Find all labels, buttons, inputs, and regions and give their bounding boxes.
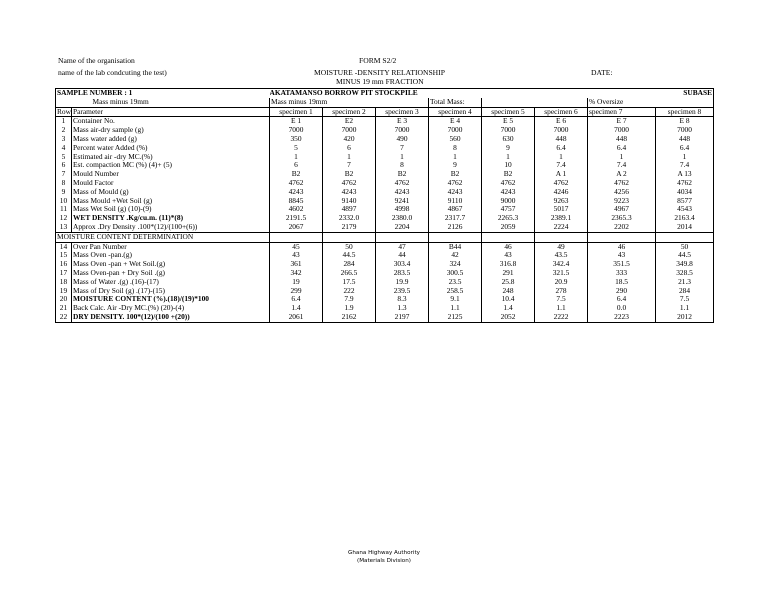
row-number: 8: [56, 179, 72, 188]
cell-value: 1: [535, 153, 588, 162]
material-type: SUBASE: [656, 89, 714, 98]
cell-value: 7.4: [535, 161, 588, 170]
cell-value: 8577: [656, 197, 714, 206]
moisture-density-table: [55, 88, 714, 323]
cell-value: 1: [323, 153, 376, 162]
parameter-header: Parameter: [72, 107, 270, 117]
cell-value: 4256: [588, 188, 656, 197]
cell-value: 9140: [323, 197, 376, 206]
cell-value: 321.5: [535, 269, 588, 278]
cell-value: B2: [429, 170, 482, 179]
cell-value: 4243: [323, 188, 376, 197]
parameter-label: Mass air-dry sample (g): [72, 126, 270, 135]
cell-value: 18.5: [588, 278, 656, 287]
cell-value: E 6: [535, 117, 588, 126]
column-header-row: [56, 107, 714, 117]
report-subtitle: MINUS 19 mm FRACTION: [336, 77, 424, 86]
row-number: 13: [56, 223, 72, 232]
cell-value: 46: [588, 242, 656, 251]
cell-value: 222: [323, 287, 376, 296]
sample-source: AKATAMANSO BORROW PIT STOCKPILE: [270, 89, 429, 98]
row-number: 12: [56, 214, 72, 223]
cell-value: 6.4: [588, 295, 656, 304]
lab-label: name of the lab condcuting the test): [58, 68, 167, 77]
cell-value: 6.4: [656, 144, 714, 153]
parameter-label: Mass Oven-pan + Dry Soil .(g): [72, 269, 270, 278]
table-row: [56, 269, 714, 278]
parameter-label: Mass water added (g): [72, 135, 270, 144]
moisture-section-title: MOISTURE CONTENT DETERMINATION: [56, 232, 270, 242]
parameter-label: Mass Oven -pan + Wet Soil.(g): [72, 260, 270, 269]
cell-value: 4867: [429, 205, 482, 214]
cell-value: 44: [376, 251, 429, 260]
cell-value: 20.9: [535, 278, 588, 287]
cell-value: 1.3: [376, 304, 429, 313]
cell-value: 4757: [482, 205, 535, 214]
cell-value: 7000: [482, 126, 535, 135]
form-number: FORM S2/2: [359, 56, 397, 65]
row-number: 19: [56, 287, 72, 296]
cell-value: 278: [535, 287, 588, 296]
cell-value: 2332.0: [323, 214, 376, 223]
row-number: 22: [56, 313, 72, 322]
cell-value: 2222: [535, 313, 588, 322]
cell-value: 1.4: [482, 304, 535, 313]
cell-value: 290: [588, 287, 656, 296]
cell-value: 46: [482, 242, 535, 251]
specimen-header: specimen 8: [656, 107, 714, 117]
table-row: [56, 135, 714, 144]
sample-number: SAMPLE NUMBER : 1: [56, 89, 270, 98]
cell-value: 4762: [656, 179, 714, 188]
cell-value: 10: [482, 161, 535, 170]
report-title: MOISTURE -DENSITY RELATIONSHIP: [314, 68, 445, 77]
cell-value: 349.8: [656, 260, 714, 269]
cell-value: 448: [588, 135, 656, 144]
row-number: 2: [56, 126, 72, 135]
parameter-label: Percent water Added (%): [72, 144, 270, 153]
cell-value: 4762: [323, 179, 376, 188]
table-row: [56, 223, 714, 232]
table-row: [56, 117, 714, 126]
cell-value: 4543: [656, 205, 714, 214]
cell-value: 25.8: [482, 278, 535, 287]
table-row: [56, 170, 714, 179]
section-row: [56, 232, 714, 242]
cell-value: 448: [535, 135, 588, 144]
cell-value: 361: [270, 260, 323, 269]
cell-value: 448: [656, 135, 714, 144]
cell-value: 6.4: [588, 144, 656, 153]
cell-value: 2052: [482, 313, 535, 322]
cell-value: 7000: [270, 126, 323, 135]
row-number: 20: [56, 295, 72, 304]
cell-value: 2163.4: [656, 214, 714, 223]
cell-value: E 7: [588, 117, 656, 126]
cell-value: 43: [482, 251, 535, 260]
cell-value: 5: [270, 144, 323, 153]
cell-value: 4602: [270, 205, 323, 214]
specimen-header: specimen 5: [482, 107, 535, 117]
sample-row: [56, 89, 714, 98]
total-mass-label: Total Mass:: [429, 98, 482, 107]
cell-value: 44.5: [323, 251, 376, 260]
row-number: 15: [56, 251, 72, 260]
cell-value: 0.0: [588, 304, 656, 313]
cell-value: 283.5: [376, 269, 429, 278]
cell-value: 43.5: [535, 251, 588, 260]
cell-value: 17.5: [323, 278, 376, 287]
parameter-label: Mould Factor: [72, 179, 270, 188]
cell-value: 1: [376, 153, 429, 162]
cell-value: 351.5: [588, 260, 656, 269]
cell-value: 7.9: [323, 295, 376, 304]
cell-value: E 3: [376, 117, 429, 126]
cell-value: 303.4: [376, 260, 429, 269]
row-number: 1: [56, 117, 72, 126]
cell-value: B44: [429, 242, 482, 251]
cell-value: 10.4: [482, 295, 535, 304]
cell-value: 5017: [535, 205, 588, 214]
parameter-label: DRY DENSITY. 100*(12)/(100 +(20)): [72, 313, 270, 322]
table-row: [56, 205, 714, 214]
mass-minus-19-mid: Mass minus 19mm: [270, 98, 376, 107]
cell-value: 4762: [270, 179, 323, 188]
parameter-label: Mould Number: [72, 170, 270, 179]
cell-value: 8845: [270, 197, 323, 206]
cell-value: 342.4: [535, 260, 588, 269]
cell-value: 6: [323, 144, 376, 153]
cell-value: 9.1: [429, 295, 482, 304]
cell-value: 2365.3: [588, 214, 656, 223]
parameter-label: Mass of Water .(g) .(16)-(17): [72, 278, 270, 287]
cell-value: 4762: [429, 179, 482, 188]
cell-value: 4762: [482, 179, 535, 188]
cell-value: 6.4: [270, 295, 323, 304]
cell-value: 19.9: [376, 278, 429, 287]
table-row: [56, 295, 714, 304]
cell-value: A 13: [656, 170, 714, 179]
specimen-header: specimen 2: [323, 107, 376, 117]
cell-value: 2389.1: [535, 214, 588, 223]
table-row: [56, 287, 714, 296]
footer-division: (Materials Division): [357, 558, 411, 564]
row-number: 16: [56, 260, 72, 269]
cell-value: 2380.0: [376, 214, 429, 223]
cell-value: 7: [323, 161, 376, 170]
row-number: 3: [56, 135, 72, 144]
cell-value: B2: [270, 170, 323, 179]
cell-value: 2061: [270, 313, 323, 322]
cell-value: 44.5: [656, 251, 714, 260]
specimen-header: specimen 3: [376, 107, 429, 117]
row-number: 11: [56, 205, 72, 214]
cell-value: 4762: [376, 179, 429, 188]
cell-value: 324: [429, 260, 482, 269]
cell-value: 630: [482, 135, 535, 144]
cell-value: 9000: [482, 197, 535, 206]
cell-value: E 4: [429, 117, 482, 126]
cell-value: 4967: [588, 205, 656, 214]
row-header: Row: [57, 107, 71, 116]
cell-value: 284: [656, 287, 714, 296]
parameter-label: Mass of Mould (g): [72, 188, 270, 197]
cell-value: 2224: [535, 223, 588, 232]
specimen-header: specimen 4: [429, 107, 482, 117]
table-row: [56, 278, 714, 287]
cell-value: E2: [323, 117, 376, 126]
table-row: [56, 161, 714, 170]
cell-value: 2179: [323, 223, 376, 232]
cell-value: 50: [323, 242, 376, 251]
row-number: 4: [56, 144, 72, 153]
cell-value: 19: [270, 278, 323, 287]
cell-value: 1: [270, 153, 323, 162]
cell-value: 2223: [588, 313, 656, 322]
cell-value: 7.5: [656, 295, 714, 304]
cell-value: 8: [376, 161, 429, 170]
row-number: 6: [56, 161, 72, 170]
table-row: [56, 197, 714, 206]
cell-value: 42: [429, 251, 482, 260]
cell-value: E 5: [482, 117, 535, 126]
row-number: 5: [56, 153, 72, 162]
parameter-label: Estimated air -dry MC.(%): [72, 153, 270, 162]
cell-value: 1: [429, 153, 482, 162]
cell-value: 420: [323, 135, 376, 144]
cell-value: 2265.3: [482, 214, 535, 223]
specimen-header: specimen 1: [270, 107, 323, 117]
table-row: [56, 260, 714, 269]
cell-value: 7.4: [588, 161, 656, 170]
cell-value: A 1: [535, 170, 588, 179]
specimen-header: specimen 7: [588, 107, 656, 117]
cell-value: 239.5: [376, 287, 429, 296]
row-number: 10: [56, 197, 72, 206]
cell-value: 1.1: [656, 304, 714, 313]
cell-value: A 2: [588, 170, 656, 179]
table-row: [56, 242, 714, 251]
parameter-label: Mass of Dry Soil (g) .(17)-(15): [72, 287, 270, 296]
cell-value: 316.8: [482, 260, 535, 269]
table-row: [56, 304, 714, 313]
cell-value: 7000: [535, 126, 588, 135]
cell-value: 1: [588, 153, 656, 162]
cell-value: 4998: [376, 205, 429, 214]
cell-value: 9263: [535, 197, 588, 206]
oversize-label: % Oversize: [588, 98, 656, 107]
cell-value: 4034: [656, 188, 714, 197]
cell-value: 2014: [656, 223, 714, 232]
cell-value: 7000: [376, 126, 429, 135]
cell-value: 2059: [482, 223, 535, 232]
parameter-label: Over Pan Number: [72, 242, 270, 251]
cell-value: 7000: [323, 126, 376, 135]
cell-value: 1.4: [270, 304, 323, 313]
table-row: [56, 251, 714, 260]
mass-minus-19-left: Mass minus 19mm: [92, 97, 149, 106]
cell-value: 1: [656, 153, 714, 162]
row-number: 7: [56, 170, 72, 179]
cell-value: 560: [429, 135, 482, 144]
table-row: [56, 214, 714, 223]
parameter-label: MOISTURE CONTENT (%).(18)/(19)*100: [72, 295, 270, 304]
cell-value: 266.5: [323, 269, 376, 278]
cell-value: 43: [588, 251, 656, 260]
cell-value: 9110: [429, 197, 482, 206]
row-number: 14: [56, 242, 72, 251]
cell-value: E 8: [656, 117, 714, 126]
cell-value: 49: [535, 242, 588, 251]
parameter-label: Mass Mould +Wet Soil (g): [72, 197, 270, 206]
cell-value: 6: [270, 161, 323, 170]
row-number: 17: [56, 269, 72, 278]
cell-value: 299: [270, 287, 323, 296]
row-number: 18: [56, 278, 72, 287]
cell-value: 9241: [376, 197, 429, 206]
cell-value: 7000: [656, 126, 714, 135]
cell-value: 333: [588, 269, 656, 278]
cell-value: 2202: [588, 223, 656, 232]
cell-value: 490: [376, 135, 429, 144]
row-number: 9: [56, 188, 72, 197]
cell-value: 9223: [588, 197, 656, 206]
cell-value: 4762: [588, 179, 656, 188]
table-row: [56, 144, 714, 153]
cell-value: 300.5: [429, 269, 482, 278]
cell-value: 1: [482, 153, 535, 162]
mass-row: [56, 98, 714, 107]
cell-value: 284: [323, 260, 376, 269]
cell-value: 7.4: [656, 161, 714, 170]
table-row: [56, 188, 714, 197]
cell-value: 47: [376, 242, 429, 251]
cell-value: 2197: [376, 313, 429, 322]
parameter-label: WET DENSITY .Kg/cu.m. (11)*(8): [72, 214, 270, 223]
cell-value: 4246: [535, 188, 588, 197]
parameter-label: Est. compaction MC (%) (4)+ (5): [72, 161, 270, 170]
cell-value: 6.4: [535, 144, 588, 153]
cell-value: 21.3: [656, 278, 714, 287]
cell-value: 4243: [429, 188, 482, 197]
cell-value: B2: [323, 170, 376, 179]
cell-value: 328.5: [656, 269, 714, 278]
cell-value: 43: [270, 251, 323, 260]
cell-value: 9: [482, 144, 535, 153]
cell-value: 7000: [588, 126, 656, 135]
row-number: 21: [56, 304, 72, 313]
cell-value: 1.1: [429, 304, 482, 313]
cell-value: 2204: [376, 223, 429, 232]
cell-value: 8: [429, 144, 482, 153]
cell-value: 4243: [270, 188, 323, 197]
parameter-label: Container No.: [72, 117, 270, 126]
cell-value: B2: [376, 170, 429, 179]
cell-value: 342: [270, 269, 323, 278]
parameter-label: Back Calc. Air -Dry MC.(%) (20)-(4): [72, 304, 270, 313]
table-row: [56, 153, 714, 162]
footer-authority: Ghana Highway Authority: [348, 550, 420, 556]
cell-value: 50: [656, 242, 714, 251]
cell-value: 7.5: [535, 295, 588, 304]
cell-value: 2191.5: [270, 214, 323, 223]
cell-value: 4243: [482, 188, 535, 197]
parameter-label: Mass Wet Soil (g) (10)-(9): [72, 205, 270, 214]
cell-value: 23.5: [429, 278, 482, 287]
cell-value: 7: [376, 144, 429, 153]
cell-value: 4243: [376, 188, 429, 197]
parameter-label: Mass Oven -pan.(g): [72, 251, 270, 260]
cell-value: 258.5: [429, 287, 482, 296]
table-row: [56, 126, 714, 135]
cell-value: 1.9: [323, 304, 376, 313]
cell-value: 350: [270, 135, 323, 144]
cell-value: 8.3: [376, 295, 429, 304]
cell-value: 2012: [656, 313, 714, 322]
organisation-label: Name of the organisation: [58, 56, 135, 65]
cell-value: E 1: [270, 117, 323, 126]
cell-value: 1.1: [535, 304, 588, 313]
cell-value: 2162: [323, 313, 376, 322]
cell-value: 9: [429, 161, 482, 170]
cell-value: 45: [270, 242, 323, 251]
cell-value: 2126: [429, 223, 482, 232]
table-row: [56, 313, 714, 322]
cell-value: 2317.7: [429, 214, 482, 223]
cell-value: 7000: [429, 126, 482, 135]
cell-value: 4897: [323, 205, 376, 214]
cell-value: 4762: [535, 179, 588, 188]
cell-value: 2067: [270, 223, 323, 232]
specimen-header: specimen 6: [535, 107, 588, 117]
table-row: [56, 179, 714, 188]
cell-value: 248: [482, 287, 535, 296]
cell-value: B2: [482, 170, 535, 179]
parameter-label: Approx .Dry Density .100*(12)/(100+(6)): [72, 223, 270, 232]
cell-value: 2125: [429, 313, 482, 322]
date-label: DATE:: [591, 68, 613, 77]
cell-value: 291: [482, 269, 535, 278]
